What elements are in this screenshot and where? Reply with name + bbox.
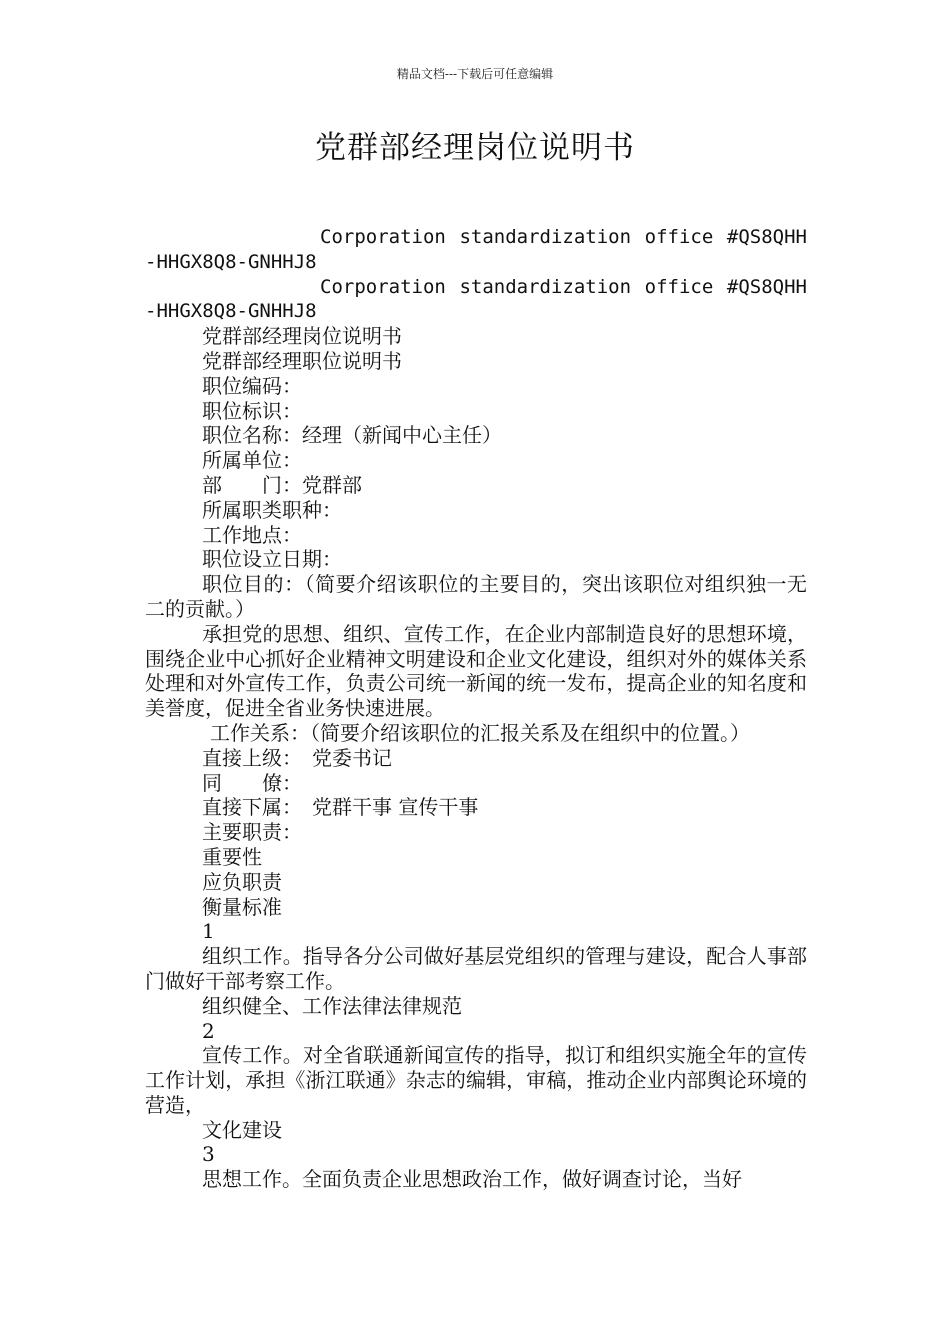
paragraph: 思想工作。全面负责企业思想政治工作，做好调查讨论，当好 [202,1167,742,1192]
paragraph: 应负职责 [202,869,282,894]
code-line: Corporation standardization office #QS8QHH-HHGX8Q8-GNHHJ8 [145,275,807,323]
paragraph: 衡量标准 [202,894,282,919]
paragraph: 组织工作。指导各分公司做好基层党组织的管理与建设，配合人事部门做好干部考察工作。 [145,944,807,993]
paragraph: 直接上级： 党委书记 [202,745,392,770]
paragraph: 主要职责： [202,820,302,845]
paragraph: 职位目的：（简要介绍该职位的主要目的，突出该职位对组织独一无二的贡献。） [145,572,807,621]
paragraph: 组织健全、工作法律法律规范 [202,993,462,1018]
paragraph: 职位编码： [202,373,302,398]
paragraph: 党群部经理职位说明书 [202,348,402,373]
paragraph: 职位标识： [202,398,302,423]
paragraph: 职位设立日期： [202,547,342,572]
paragraph: 3 [202,1142,215,1167]
paragraph: 同 僚： [202,770,302,795]
paragraph: 部 门：党群部 [202,472,362,497]
code-line: Corporation standardization office #QS8QHH-HHGX8Q8-GNHHJ8 [145,226,807,273]
paragraph: 2 [202,1018,215,1043]
page-header: 精品文档---下载后可任意编辑 [396,67,554,81]
paragraph: 工作关系：（简要介绍该职位的汇报关系及在组织中的位置。） [210,720,750,745]
paragraph: 所属单位： [202,448,302,473]
paragraph: 职位名称：经理（新闻中心主任） [202,423,502,448]
paragraph: 文化建设 [202,1117,282,1142]
paragraph: 1 [202,919,215,944]
paragraph: 工作地点： [202,522,302,547]
paragraph: 直接下属： 党群干事 宣传干事 [202,795,479,820]
document-title: 党群部经理岗位说明书 [315,130,635,166]
paragraph: 承担党的思想、组织、宣传工作，在企业内部制造良好的思想环境，围绕企业中心抓好企业精神文明建设和企业文化建设，组织对外的媒体关系处理和对外宣传工作，负责公司统一新闻的统一发布，提高企业的知名度和美誉度，促进全省业务快速进展。 [145,621,807,721]
document-body [145,225,807,1192]
paragraph: 党群部经理岗位说明书 [202,324,402,349]
paragraph: 宣传工作。对全省联通新闻宣传的指导，拟订和组织实施全年的宣传工作计划，承担《浙江联通》杂志的编辑，审稿，推动企业内部舆论环境的营造， [145,1043,807,1117]
paragraph: 所属职类职种： [202,497,342,522]
paragraph: 重要性 [202,844,262,869]
